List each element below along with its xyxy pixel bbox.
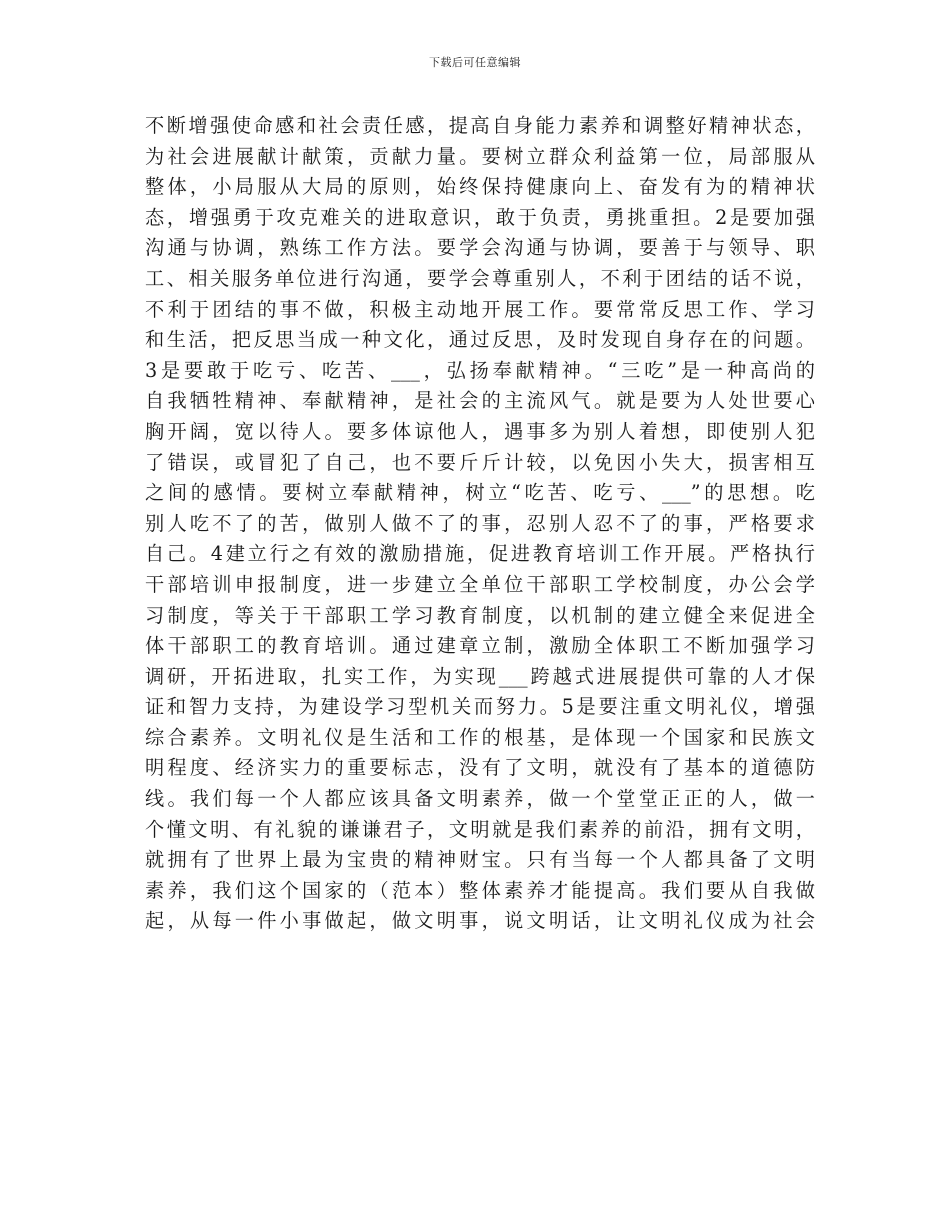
text-line: 之间的感情。要树立奉献精神，树立“吃苦、吃亏、___”的思想。吃 — [145, 481, 815, 505]
text-line: 体干部职工的教育培训。通过建章立制，激励全体职工不断加强学习 — [145, 634, 815, 658]
text-line: 沟通与协调，熟练工作方法。要学会沟通与协调，要善于与领导、职 — [145, 236, 815, 260]
text-line: 自我牺牲精神、奉献精神，是社会的主流风气。就是要为人处世要心 — [145, 389, 815, 413]
text-line: 调研，开拓进取，扎实工作，为实现___跨越式进展提供可靠的人才保 — [145, 664, 815, 688]
text-line: 为社会进展献计献策，贡献力量。要树立群众利益第一位，局部服从 — [145, 144, 815, 168]
text-line: 不断增强使命感和社会责任感，提高自身能力素养和调整好精神状态， — [145, 114, 815, 137]
body-paragraph — [145, 111, 815, 937]
text-line: 了错误，或冒犯了自己，也不要斤斤计较，以免因小失大，损害相互 — [145, 450, 815, 474]
text-line: 干部培训申报制度，进一步建立全单位干部职工学校制度，办公会学 — [145, 572, 815, 596]
text-line: 3是要敢于吃亏、吃苦、___，弘扬奉献精神。“三吃”是一种高尚的 — [145, 358, 815, 382]
page-header: 下载后可任意编辑 — [429, 56, 521, 69]
text-line: 素养，我们这个国家的（范本）整体素养才能提高。我们要从自我做 — [145, 878, 815, 902]
text-line: 工、相关服务单位进行沟通，要学会尊重别人，不利于团结的话不说， — [145, 266, 815, 290]
text-line: 整体，小局服从大局的原则，始终保持健康向上、奋发有为的精神状 — [145, 175, 815, 199]
text-line: 态，增强勇于攻克难关的进取意识，敢于负责，勇挑重担。2是要加强 — [145, 205, 815, 229]
text-line: 胸开阔，宽以待人。要多体谅他人，遇事多为别人着想，即使别人犯 — [145, 419, 815, 443]
text-line: 自己。4建立行之有效的激励措施，促进教育培训工作开展。严格执行 — [145, 542, 815, 566]
text-line: 就拥有了世界上最为宝贵的精神财宝。只有当每一个人都具备了文明 — [145, 848, 815, 872]
text-line: 习制度，等关于干部职工学习教育制度，以机制的建立健全来促进全 — [145, 603, 815, 627]
text-line: 证和智力支持，为建设学习型机关而努力。5是要注重文明礼仪，增强 — [145, 695, 815, 719]
text-line: 不利于团结的事不做，积极主动地开展工作。要常常反思工作、学习 — [145, 297, 815, 321]
text-line: 起，从每一件小事做起，做文明事，说文明话，让文明礼仪成为社会 — [145, 909, 815, 933]
text-line: 个懂文明、有礼貌的谦谦君子，文明就是我们素养的前沿，拥有文明， — [145, 817, 815, 841]
text-line: 别人吃不了的苦，做别人做不了的事，忍别人忍不了的事，严格要求 — [145, 511, 815, 535]
text-line: 线。我们每一个人都应该具备文明素养，做一个堂堂正正的人，做一 — [145, 787, 815, 811]
text-line: 和生活，把反思当成一种文化，通过反思，及时发现自身存在的问题。 — [145, 328, 815, 352]
text-line: 明程度、经济实力的重要标志，没有了文明，就没有了基本的道德防 — [145, 756, 815, 780]
text-line: 综合素养。文明礼仪是生活和工作的根基，是体现一个国家和民族文 — [145, 725, 815, 749]
